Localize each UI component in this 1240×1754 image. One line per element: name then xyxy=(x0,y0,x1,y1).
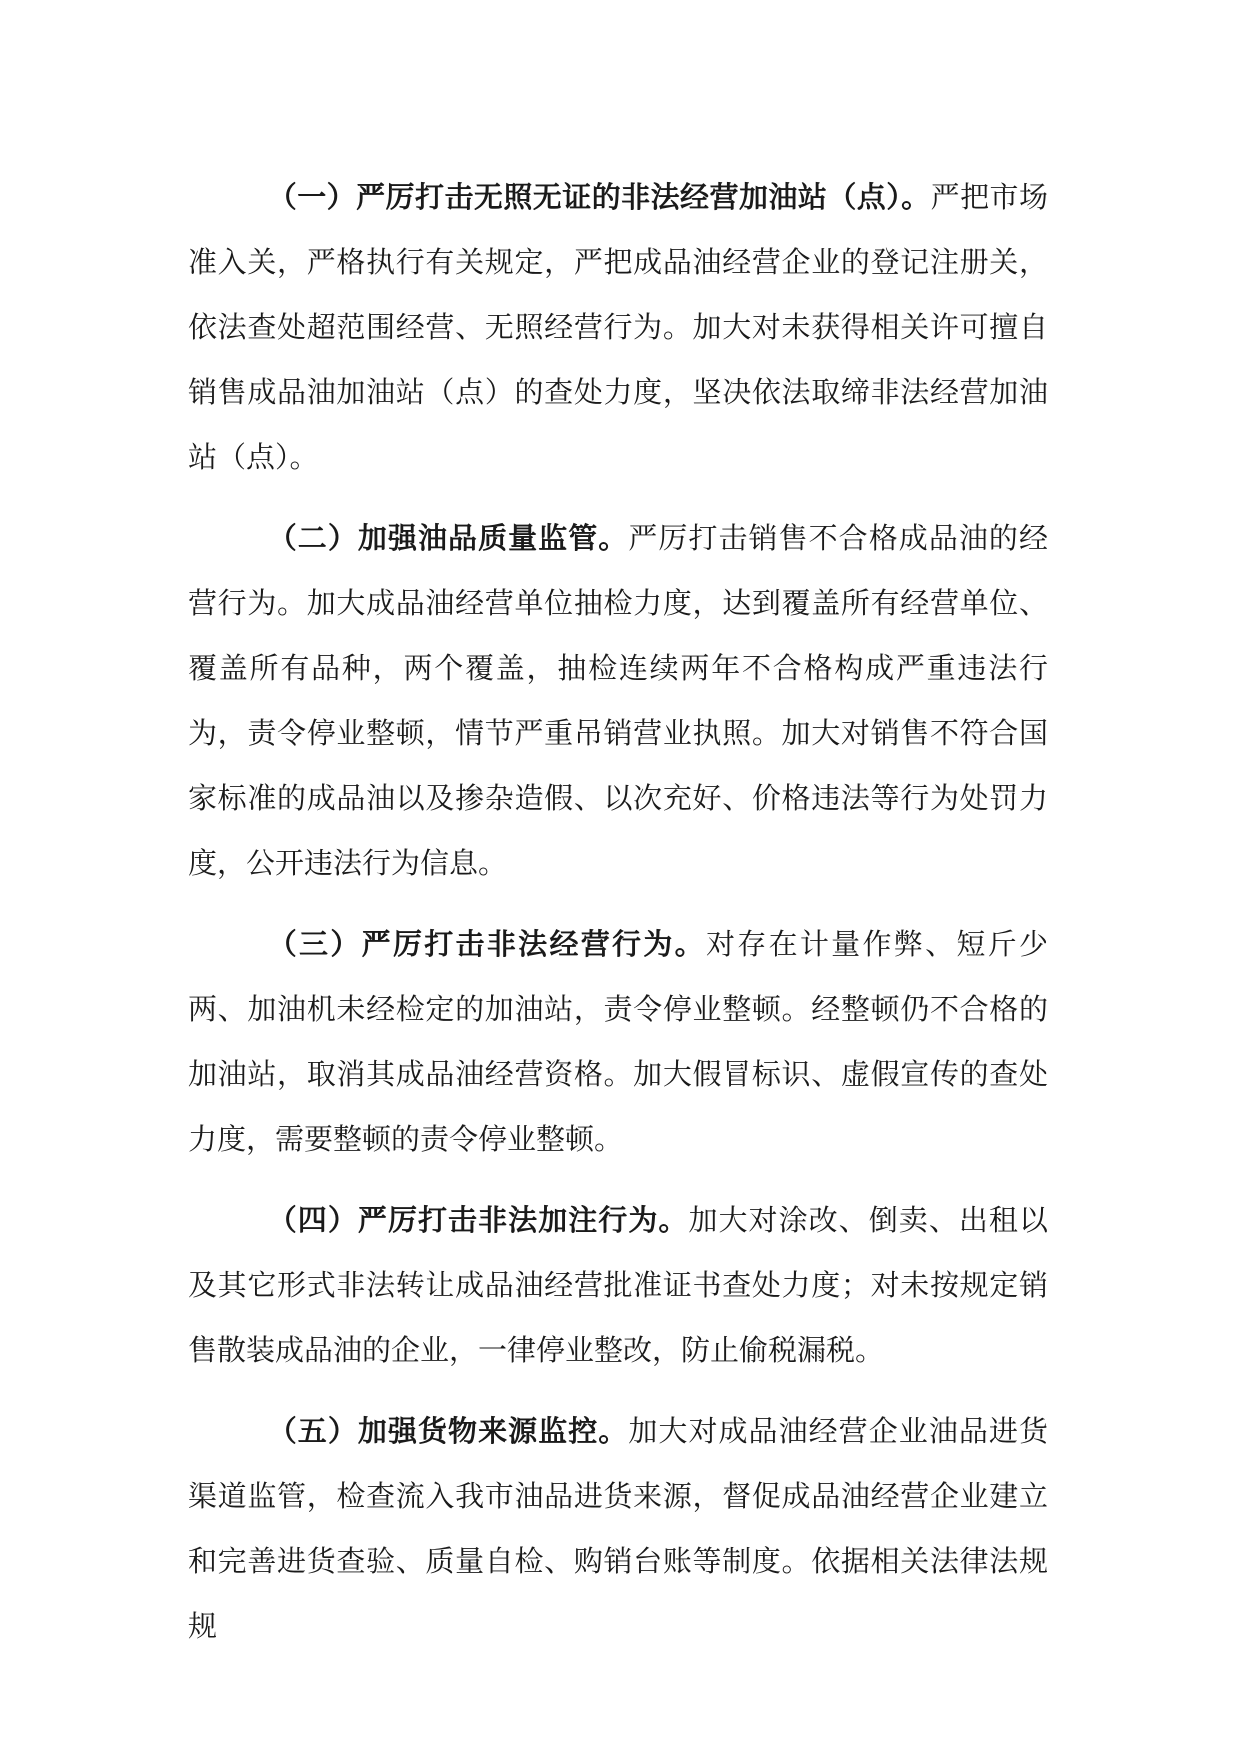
paragraph-body: 加大对成品油经营企业油品进货渠道监管，检查流入我市油品进货来源，督促成品油经营企业建立和完善进货查验、质量自检、购销台账等制度。依据相关法律法规规 xyxy=(188,1414,1048,1643)
paragraph-4 xyxy=(188,1188,1048,1383)
paragraph-3 xyxy=(188,912,1048,1172)
paragraph-heading: （二）加强油品质量监管。 xyxy=(267,521,629,555)
paragraph-body: 对存在计量作弊、短斤少两、加油机未经检定的加油站，责令停业整顿。经整顿仍不合格的加油站，取消其成品油经营资格。加大假冒标识、虚假宣传的查处力度，需要整顿的责令停业整顿。 xyxy=(188,927,1048,1156)
paragraph-body: 严把市场准入关，严格执行有关规定，严把成品油经营企业的登记注册关，依法查处超范围经营、无照经营行为。加大对未获得相关许可擅自销售成品油加油站（点）的查处力度，坚决依法取缔非法经营加油站（点）。 xyxy=(188,180,1048,474)
paragraph-heading: （五）加强货物来源监控。 xyxy=(267,1414,629,1448)
document-page xyxy=(188,165,1048,1675)
paragraph-heading: （四）严厉打击非法加注行为。 xyxy=(267,1203,689,1237)
paragraph-1 xyxy=(188,165,1048,490)
paragraph-heading: （一）严厉打击无照无证的非法经营加油站（点）。 xyxy=(267,180,931,214)
paragraph-body: 加大对涂改、倒卖、出租以及其它形式非法转让成品油经营批准证书查处力度；对未按规定销售散装成品油的企业，一律停业整改，防止偷税漏税。 xyxy=(188,1203,1048,1367)
paragraph-5 xyxy=(188,1399,1048,1659)
paragraph-2 xyxy=(188,506,1048,896)
paragraph-heading: （三）严厉打击非法经营行为。 xyxy=(267,927,706,961)
paragraph-body: 严厉打击销售不合格成品油的经营行为。加大成品油经营单位抽检力度，达到覆盖所有经营单位、覆盖所有品种，两个覆盖，抽检连续两年不合格构成严重违法行为，责令停业整顿，情节严重吊销营业执照。加大对销售不符合国家标准的成品油以及掺杂造假、以次充好、价格违法等行为处罚力度，公开违法行为信息。 xyxy=(188,521,1048,880)
